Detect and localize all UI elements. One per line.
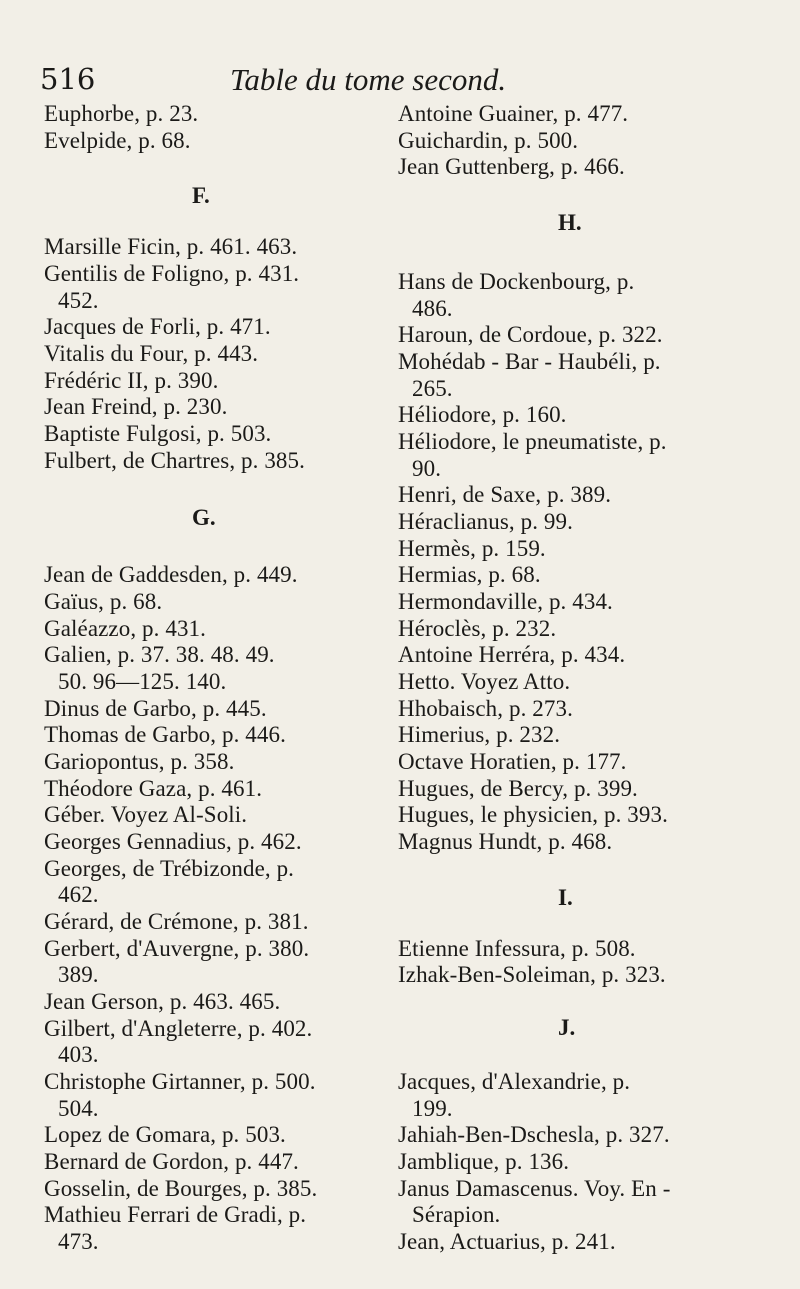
index-entry: Thomas de Garbo, p. 446. (44, 722, 286, 747)
index-entry: 50. 96—125. 140. (58, 669, 227, 694)
index-entry: Hugues, le physicien, p. 393. (398, 802, 668, 827)
index-entry: Mohédab - Bar - Haubéli, p. (398, 349, 661, 374)
index-entry: 452. (58, 288, 99, 313)
index-entry: Héraclianus, p. 99. (398, 509, 573, 534)
index-entry: Géber. Voyez Al-Soli. (44, 802, 248, 827)
index-entry: Mathieu Ferrari de Gradi, p. (44, 1202, 307, 1227)
index-entry: Gosselin, de Bourges, p. 385. (44, 1176, 318, 1201)
index-entry: 389. (58, 962, 99, 987)
index-entry: 90. (412, 456, 442, 481)
index-entry: Antoine Guainer, p. 477. (398, 101, 629, 126)
index-entry: 473. (58, 1229, 99, 1254)
index-entry: Gaïus, p. 68. (44, 589, 163, 614)
section-letter: I. (558, 885, 573, 910)
index-entry: Galéazzo, p. 431. (44, 616, 206, 641)
section-letter: J. (558, 1015, 576, 1040)
index-entry: Héliodore, p. 160. (398, 402, 567, 427)
index-entry: Jean, Actuarius, p. 241. (398, 1229, 616, 1254)
index-entry: Gerbert, d'Auvergne, p. 380. (44, 936, 310, 961)
index-entry: 486. (412, 296, 453, 321)
index-entry: Christophe Girtanner, p. 500. (44, 1069, 316, 1094)
index-entry: Héliodore, le pneumatiste, p. (398, 429, 667, 454)
index-entry: Hetto. Voyez Atto. (398, 669, 571, 694)
index-entry: Etienne Infessura, p. 508. (398, 936, 636, 961)
index-entry: Georges Gennadius, p. 462. (44, 829, 302, 854)
index-entry: Euphorbe, p. 23. (44, 101, 199, 126)
index-entry: Antoine Herréra, p. 434. (398, 642, 626, 667)
index-entry: Gérard, de Crémone, p. 381. (44, 909, 309, 934)
index-entry: Jamblique, p. 136. (398, 1149, 570, 1174)
page-number: 516 (40, 62, 96, 96)
index-entry: Izhak-Ben-Soleiman, p. 323. (398, 962, 666, 987)
index-entry: Haroun, de Cordoue, p. 322. (398, 322, 663, 347)
index-entry: Sérapion. (412, 1202, 501, 1227)
index-entry: Jean Guttenberg, p. 466. (398, 154, 625, 179)
index-entry: 462. (58, 882, 99, 907)
index-entry: Himerius, p. 232. (398, 722, 561, 747)
index-entry: Georges, de Trébizonde, p. (44, 856, 295, 881)
index-entry: Théodore Gaza, p. 461. (44, 776, 263, 801)
index-entry: Jean Gerson, p. 463. 465. (44, 989, 281, 1014)
index-entry: Janus Damascenus. Voy. En - (398, 1176, 671, 1201)
index-entry: Hhobaisch, p. 273. (398, 696, 573, 721)
index-entry: Lopez de Gomara, p. 503. (44, 1122, 286, 1147)
page-title: Table du tome second. (230, 62, 507, 97)
index-entry: Héroclès, p. 232. (398, 616, 557, 641)
index-entry: Jacques de Forli, p. 471. (44, 314, 271, 339)
index-entry: Jahiah-Ben-Dschesla, p. 327. (398, 1122, 670, 1147)
index-entry: Gariopontus, p. 358. (44, 749, 235, 774)
index-entry: Magnus Hundt, p. 468. (398, 829, 613, 854)
index-entry: 265. (412, 376, 453, 401)
index-entry: Gentilis de Foligno, p. 431. (44, 261, 300, 286)
index-entry: Hugues, de Bercy, p. 399. (398, 776, 638, 801)
index-entry: Jean de Gaddesden, p. 449. (44, 562, 298, 587)
index-entry: Octave Horatien, p. 177. (398, 749, 627, 774)
index-entry: Jean Freind, p. 230. (44, 394, 228, 419)
index-entry: Guichardin, p. 500. (398, 128, 579, 153)
index-entry: Bernard de Gordon, p. 447. (44, 1149, 299, 1174)
index-entry: Hermès, p. 159. (398, 536, 546, 561)
section-letter: F. (192, 183, 210, 208)
index-entry: Evelpide, p. 68. (44, 128, 191, 153)
section-letter: H. (558, 210, 582, 235)
index-entry: Henri, de Saxe, p. 389. (398, 482, 612, 507)
index-entry: Hermondaville, p. 434. (398, 589, 613, 614)
index-entry: Marsille Ficin, p. 461. 463. (44, 234, 298, 259)
index-entry: Hermias, p. 68. (398, 562, 541, 587)
index-entry: 199. (412, 1096, 453, 1121)
index-entry: 403. (58, 1042, 99, 1067)
index-entry: Baptiste Fulgosi, p. 503. (44, 421, 272, 446)
section-letter: G. (192, 505, 216, 530)
index-entry: Frédéric II, p. 390. (44, 368, 219, 393)
index-entry: Vitalis du Four, p. 443. (44, 341, 259, 366)
page-header (40, 62, 560, 102)
index-entry: Dinus de Garbo, p. 445. (44, 696, 267, 721)
index-entry: Hans de Dockenbourg, p. (398, 269, 635, 294)
index-entry: Galien, p. 37. 38. 48. 49. (44, 642, 275, 667)
index-entry: Gilbert, d'Angleterre, p. 402. (44, 1016, 313, 1041)
index-entry: Jacques, d'Alexandrie, p. (398, 1069, 631, 1094)
index-entry: 504. (58, 1096, 99, 1121)
index-entry: Fulbert, de Chartres, p. 385. (44, 448, 305, 473)
